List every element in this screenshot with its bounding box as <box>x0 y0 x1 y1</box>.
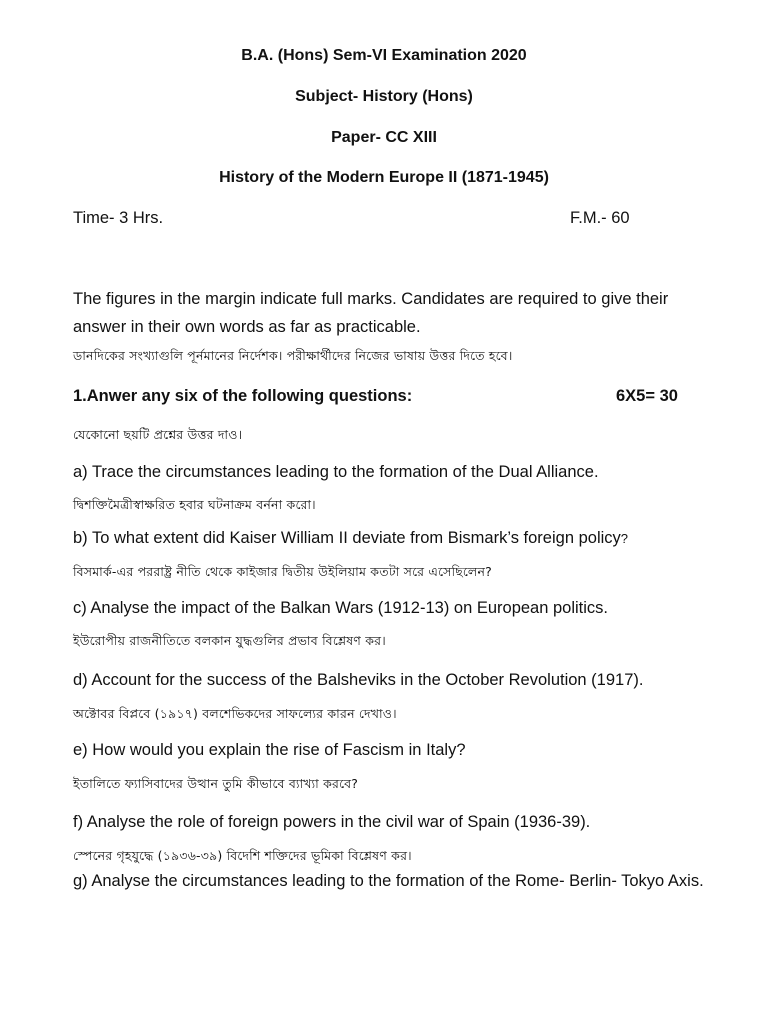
instructions-english: The figures in the margin indicate full marks. Candidates are required to give their answer in their own words as far as practicable. <box>73 290 669 336</box>
section-heading: 1.Anwer any six of the following questions: <box>73 387 413 405</box>
question-b-mark: ? <box>620 531 629 546</box>
question-e-bengali: ইতালিতে ফ্যাসিবাদের উত্থান তুমি কীভাবে ব্যাখ্যা করবে? <box>73 776 359 791</box>
question-b-bengali: বিসমার্ক-এর পররাষ্ট্র নীতি থেকে কাইজার দ্বিতীয় উইলিয়াম কতটা সরে এসেছিলেন? <box>73 564 492 579</box>
question-a: a) Trace the circumstances leading to the formation of the Dual Alliance. <box>73 463 599 481</box>
question-a-bengali: দ্বিশক্তিমৈত্রীস্বাক্ষরিত হবার ঘটনাক্রম বর্ননা করো। <box>73 497 316 512</box>
question-b <box>73 529 628 548</box>
section-instruction-bengali: যেকোনো ছয়টি প্রশ্নের উত্তর দাও। <box>73 427 243 442</box>
question-c: c) Analyse the impact of the Balkan Wars (1912-13) on European politics. <box>73 599 609 617</box>
question-c-bengali: ইউরোপীয় রাজনীতিতে বলকান যুদ্ধগুলির প্রভাব বিশ্লেষণ কর। <box>73 633 386 648</box>
section-marks: 6X5= 30 <box>616 387 678 405</box>
question-e: e) How would you explain the rise of Fascism in Italy? <box>73 741 466 759</box>
question-b-text: b) To what extent did Kaiser William II deviate from Bismark’s foreign policy <box>73 529 621 547</box>
course-title: History of the Modern Europe II (1871-1945) <box>219 169 549 186</box>
question-d: d) Account for the success of the Balsheviks in the October Revolution (1917). <box>73 671 644 689</box>
question-f-bengali: স্পেনের গৃহযুদ্ধে (১৯৩৬-৩৯) বিদেশি শক্তিদের ভূমিকা বিশ্লেষণ কর। <box>73 848 412 863</box>
exam-title: B.A. (Hons) Sem-VI Examination 2020 <box>241 47 527 64</box>
full-marks-label: F.M.- 60 <box>570 209 630 227</box>
instructions-bengali: ডানদিকের সংখ্যাগুলি পূর্নমানের নির্দেশক। পরীক্ষার্থীদের নিজের ভাষায় উত্তর দিতে হবে। <box>73 348 513 363</box>
question-f: f) Analyse the role of foreign powers in the civil war of Spain (1936-39). <box>73 813 591 831</box>
question-d-bengali: অক্টোবর বিপ্লবে (১৯১৭) বলশেভিকদের সাফল্যের কারন দেখাও। <box>73 706 397 721</box>
question-g: g) Analyse the circumstances leading to the formation of the Rome- Berlin- Tokyo Axis. <box>73 872 704 890</box>
paper-line: Paper- CC XIII <box>331 129 437 146</box>
time-label: Time- 3 Hrs. <box>73 209 164 227</box>
subject-line: Subject- History (Hons) <box>295 88 473 105</box>
